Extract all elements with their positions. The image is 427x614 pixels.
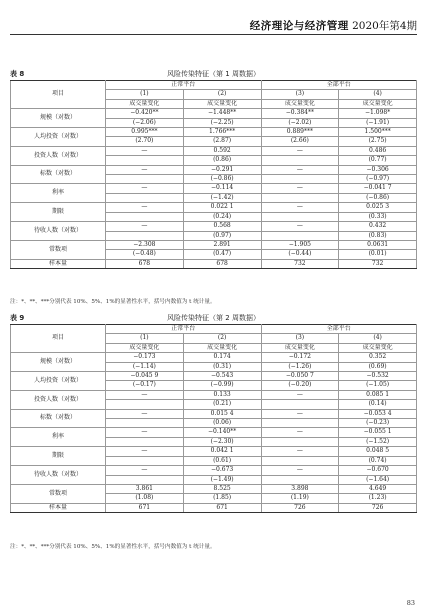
t-statistic <box>261 212 339 221</box>
sample-size-row <box>11 503 417 512</box>
t-statistic <box>106 437 184 446</box>
variable-name: 利率 <box>11 184 106 203</box>
t-statistic: (−0.17) <box>106 381 184 390</box>
column-number: (4) <box>339 334 417 343</box>
t-statistic <box>106 400 184 409</box>
table9-body <box>11 325 417 513</box>
t-statistic: (−1.26) <box>261 362 339 371</box>
coefficient: — <box>261 447 339 456</box>
t-statistic: (−0.23) <box>339 419 417 428</box>
table-row <box>11 203 417 212</box>
t-statistic: (−1.42) <box>183 193 261 202</box>
t-statistic: (1.85) <box>183 494 261 503</box>
variable-name: 期限 <box>11 447 106 466</box>
table-row <box>11 353 417 362</box>
coefficient: — <box>106 184 184 193</box>
journal-name: 经济理论与经济管理 <box>249 20 349 32</box>
table8-label: 表 8 <box>10 70 25 78</box>
coefficient: 0.432 <box>339 222 417 231</box>
t-statistic: (−1.05) <box>339 381 417 390</box>
column-number: (1) <box>106 90 184 99</box>
t-statistic: (2.66) <box>261 137 339 146</box>
group-header-normal: 正常平台 <box>106 81 262 90</box>
variable-name: 标数（对数） <box>11 409 106 428</box>
coefficient: 8.525 <box>183 484 261 493</box>
t-statistic <box>106 231 184 240</box>
variable-name: 待收人数（对数） <box>11 466 106 485</box>
variable-name: 规模（对数） <box>11 353 106 372</box>
variable-name: 期限 <box>11 203 106 222</box>
t-statistic <box>106 456 184 465</box>
coefficient: — <box>106 466 184 475</box>
sample-size: 732 <box>261 259 339 268</box>
t-statistic: (0.06) <box>183 419 261 428</box>
column-number: (1) <box>106 334 184 343</box>
coefficient: −0.045 9 <box>106 372 184 381</box>
table-row <box>11 222 417 231</box>
group-header-all: 全部平台 <box>261 325 417 334</box>
table-row <box>11 372 417 381</box>
group-header-normal: 正常平台 <box>106 325 262 334</box>
coefficient: −0.670 <box>339 466 417 475</box>
coefficient: −0.173 <box>106 353 184 362</box>
t-statistic: (0.69) <box>339 362 417 371</box>
variable-name: 常数项 <box>11 240 106 259</box>
coefficient: — <box>106 146 184 155</box>
t-statistic: (0.83) <box>339 231 417 240</box>
coefficient: — <box>261 428 339 437</box>
t-statistic: (−2.06) <box>106 118 184 127</box>
coefficient: 0.048 5 <box>339 447 417 456</box>
sample-size: 671 <box>183 503 261 512</box>
t-statistic <box>106 156 184 165</box>
t-statistic: (−1.14) <box>106 362 184 371</box>
coefficient: 0.025 3 <box>339 203 417 212</box>
t-statistic: (0.77) <box>339 156 417 165</box>
sample-size-label: 样本量 <box>11 259 106 268</box>
coefficient: — <box>106 165 184 174</box>
table-header-row <box>11 81 417 90</box>
t-statistic: (2.87) <box>183 137 261 146</box>
t-statistic <box>261 456 339 465</box>
coefficient: −0.041 7 <box>339 184 417 193</box>
table-header-row <box>11 325 417 334</box>
variable-name: 人均投资（对数） <box>11 128 106 147</box>
table9-label: 表 9 <box>10 314 25 322</box>
t-statistic: (0.47) <box>183 250 261 259</box>
column-number: (3) <box>261 334 339 343</box>
t-statistic: (0.31) <box>183 362 261 371</box>
coefficient: −2.308 <box>106 240 184 249</box>
coefficient: — <box>261 466 339 475</box>
table9-title: 风险传染特征（第 2 周数据） <box>167 314 260 322</box>
t-statistic: (2.70) <box>106 137 184 146</box>
t-statistic: (0.14) <box>339 400 417 409</box>
variable-name: 标数（对数） <box>11 165 106 184</box>
coefficient: −0.053 4 <box>339 409 417 418</box>
t-statistic <box>261 231 339 240</box>
variable-name: 规模（对数） <box>11 109 106 128</box>
variable-name: 常数项 <box>11 484 106 503</box>
journal-issue: 2020年第4期 <box>352 20 417 32</box>
coefficient: 0.486 <box>339 146 417 155</box>
t-statistic: (0.74) <box>339 456 417 465</box>
table-row <box>11 109 417 118</box>
coefficient: — <box>261 409 339 418</box>
t-statistic <box>106 212 184 221</box>
t-statistic <box>261 475 339 484</box>
depvar-label: 成交量变化 <box>339 99 417 108</box>
variable-name: 人均投资（对数） <box>11 372 106 391</box>
t-statistic: (−0.99) <box>183 381 261 390</box>
t-statistic <box>261 193 339 202</box>
group-header-all: 全部平台 <box>261 81 417 90</box>
sample-size: 726 <box>261 503 339 512</box>
table-row <box>11 484 417 493</box>
coefficient: 0.015 4 <box>183 409 261 418</box>
coefficient: — <box>106 222 184 231</box>
sample-size: 678 <box>183 259 261 268</box>
coefficient: −0.050 7 <box>261 372 339 381</box>
sample-size: 671 <box>106 503 184 512</box>
coefficient: 0.889*** <box>261 128 339 137</box>
sample-size-label: 样本量 <box>11 503 106 512</box>
t-statistic: (−2.02) <box>261 118 339 127</box>
variable-name: 待收人数（对数） <box>11 222 106 241</box>
coefficient: 0.042 1 <box>183 447 261 456</box>
t-statistic: (0.24) <box>183 212 261 221</box>
table-row <box>11 390 417 399</box>
coefficient: 3.898 <box>261 484 339 493</box>
coefficient: 0.133 <box>183 390 261 399</box>
table-row <box>11 165 417 174</box>
table-row <box>11 240 417 249</box>
coefficient: — <box>261 165 339 174</box>
t-statistic: (−1.91) <box>339 118 417 127</box>
t-statistic: (0.97) <box>183 231 261 240</box>
coefficient: 0.592 <box>183 146 261 155</box>
depvar-label: 成交量变化 <box>261 99 339 108</box>
t-statistic: (−1.49) <box>183 475 261 484</box>
coefficient: — <box>106 203 184 212</box>
t-statistic <box>106 475 184 484</box>
coefficient: 2.891 <box>183 240 261 249</box>
coefficient: −0.543 <box>183 372 261 381</box>
journal-header <box>250 18 417 33</box>
table-row <box>11 466 417 475</box>
table-row <box>11 184 417 193</box>
coefficient: 0.568 <box>183 222 261 231</box>
coefficient: −0.055 1 <box>339 428 417 437</box>
depvar-label: 成交量变化 <box>339 343 417 352</box>
depvar-label: 成交量变化 <box>183 99 261 108</box>
t-statistic: (−0.44) <box>261 250 339 259</box>
table8 <box>10 80 417 269</box>
coefficient: 0.352 <box>339 353 417 362</box>
coefficient: — <box>106 447 184 456</box>
sample-size: 732 <box>339 259 417 268</box>
t-statistic: (1.19) <box>261 494 339 503</box>
t-statistic: (−1.64) <box>339 475 417 484</box>
t-statistic <box>106 419 184 428</box>
coefficient: — <box>106 428 184 437</box>
coefficient: 0.174 <box>183 353 261 362</box>
item-header: 项目 <box>11 325 106 353</box>
t-statistic: (−2.30) <box>183 437 261 446</box>
coefficient: −0.420** <box>106 109 184 118</box>
coefficient: 1.766*** <box>183 128 261 137</box>
coefficient: −1.448** <box>183 109 261 118</box>
t-statistic <box>261 156 339 165</box>
coefficient: −1.905 <box>261 240 339 249</box>
table-row <box>11 409 417 418</box>
column-number: (3) <box>261 90 339 99</box>
coefficient: −1.098* <box>339 109 417 118</box>
depvar-label: 成交量变化 <box>106 99 184 108</box>
coefficient: −0.306 <box>339 165 417 174</box>
coefficient: — <box>261 222 339 231</box>
coefficient: −0.291 <box>183 165 261 174</box>
table-row <box>11 146 417 155</box>
t-statistic: (2.75) <box>339 137 417 146</box>
coefficient: 1.500*** <box>339 128 417 137</box>
t-statistic: (0.21) <box>183 400 261 409</box>
coefficient: 4.649 <box>339 484 417 493</box>
coefficient: — <box>106 390 184 399</box>
table9-note: 注：*、**、***分别代表 10%、5%、1%的显著性水平，括号内数值为 t 统计量。 <box>10 544 216 550</box>
variable-name: 投资人数（对数） <box>11 390 106 409</box>
t-statistic: (1.08) <box>106 494 184 503</box>
item-header: 项目 <box>11 81 106 109</box>
coefficient: 3.861 <box>106 484 184 493</box>
t-statistic <box>106 175 184 184</box>
coefficient: 0.022 1 <box>183 203 261 212</box>
coefficient: 0.085 1 <box>339 390 417 399</box>
t-statistic: (1.23) <box>339 494 417 503</box>
t-statistic <box>261 175 339 184</box>
t-statistic: (0.86) <box>183 156 261 165</box>
t-statistic <box>261 400 339 409</box>
t-statistic <box>106 193 184 202</box>
page-number: 83 <box>406 599 415 607</box>
table-row <box>11 128 417 137</box>
depvar-label: 成交量变化 <box>106 343 184 352</box>
variable-name: 利率 <box>11 428 106 447</box>
t-statistic: (0.61) <box>183 456 261 465</box>
coefficient: 0.995*** <box>106 128 184 137</box>
sample-size: 678 <box>106 259 184 268</box>
coefficient: −0.532 <box>339 372 417 381</box>
t-statistic: (−0.86) <box>183 175 261 184</box>
depvar-label: 成交量变化 <box>183 343 261 352</box>
column-number: (2) <box>183 334 261 343</box>
depvar-label: 成交量变化 <box>261 343 339 352</box>
table8-body <box>11 81 417 269</box>
sample-size: 726 <box>339 503 417 512</box>
column-number: (4) <box>339 90 417 99</box>
t-statistic: (0.01) <box>339 250 417 259</box>
t-statistic <box>261 419 339 428</box>
coefficient: −0.140** <box>183 428 261 437</box>
t-statistic: (−0.20) <box>261 381 339 390</box>
table8-title: 风险传染特征（第 1 周数据） <box>167 70 260 78</box>
coefficient: — <box>106 409 184 418</box>
table-row <box>11 428 417 437</box>
t-statistic: (−2.25) <box>183 118 261 127</box>
t-statistic: (−0.97) <box>339 175 417 184</box>
coefficient: — <box>261 146 339 155</box>
t-statistic <box>261 437 339 446</box>
coefficient: −0.673 <box>183 466 261 475</box>
sample-size-row <box>11 259 417 268</box>
coefficient: −0.172 <box>261 353 339 362</box>
t-statistic: (−1.52) <box>339 437 417 446</box>
table8-note: 注：*、**、***分别代表 10%、5%、1%的显著性水平，括号内数值为 t 统计量。 <box>10 299 216 305</box>
t-statistic: (−0.86) <box>339 193 417 202</box>
coefficient: — <box>261 203 339 212</box>
column-number: (2) <box>183 90 261 99</box>
coefficient: −0.384** <box>261 109 339 118</box>
coefficient: 0.0631 <box>339 240 417 249</box>
table9 <box>10 324 417 513</box>
coefficient: — <box>261 184 339 193</box>
t-statistic: (0.33) <box>339 212 417 221</box>
coefficient: — <box>261 390 339 399</box>
header-rule <box>10 34 417 35</box>
t-statistic: (−0.48) <box>106 250 184 259</box>
coefficient: −0.114 <box>183 184 261 193</box>
table-row <box>11 447 417 456</box>
variable-name: 投资人数（对数） <box>11 146 106 165</box>
